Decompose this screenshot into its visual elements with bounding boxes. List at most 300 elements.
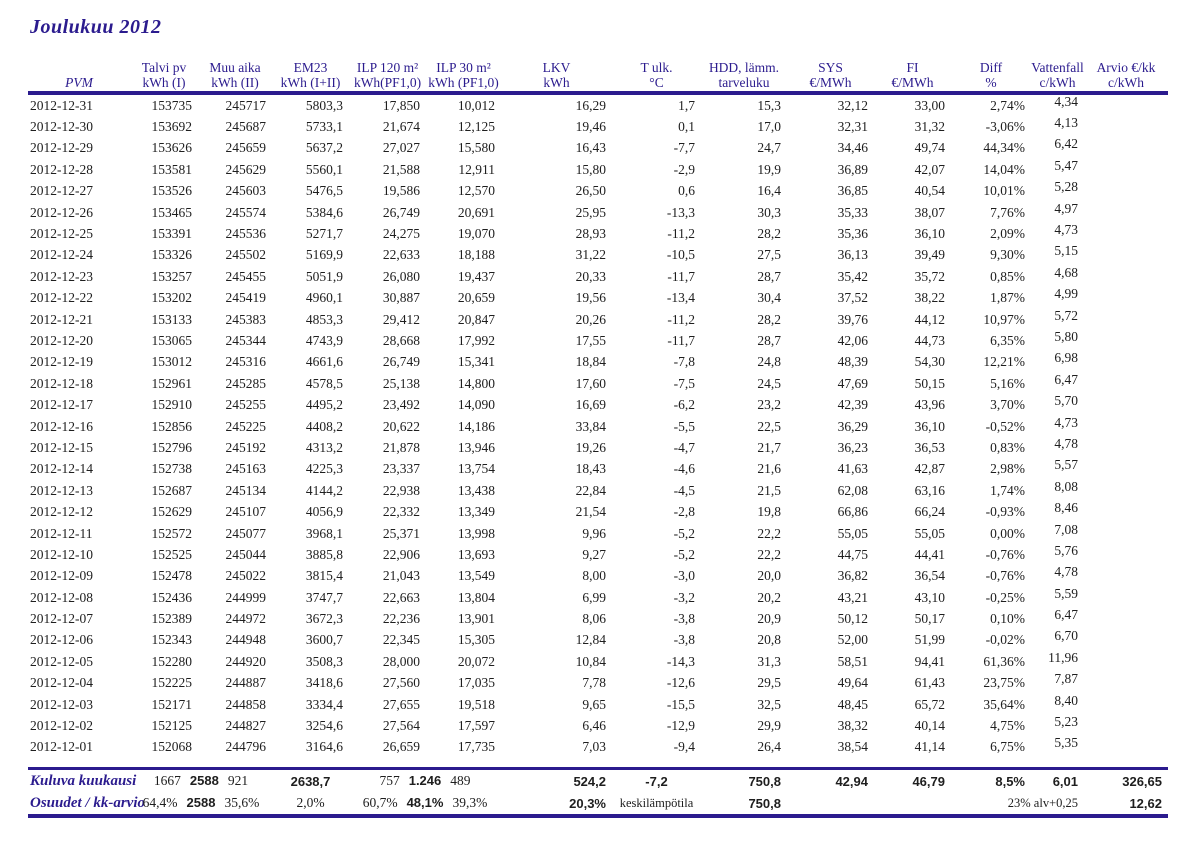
cell-ilp120: 28,668: [382, 332, 420, 348]
cell-diff: 2,74%: [990, 97, 1025, 113]
table-body: [28, 93, 1168, 769]
cell-vattenfall: 4,73: [1054, 222, 1078, 238]
cell-diff: 2,09%: [990, 226, 1025, 242]
cell-tulk: -15,5: [666, 696, 695, 712]
table-row: [28, 715, 1168, 736]
cell-ilp30: 13,754: [457, 461, 495, 477]
cell-pvm: 2012-12-08: [30, 589, 93, 605]
cell-fi: 50,15: [914, 375, 945, 391]
cell-muu: 245659: [225, 140, 266, 156]
col-header-vattenfall: Vattenfall c/kWh: [1031, 54, 1084, 93]
cell-pvm: 2012-12-09: [30, 568, 93, 584]
cell-ilp120: 25,138: [382, 375, 420, 391]
cell-diff: 4,75%: [990, 718, 1025, 734]
cell-hdd: 23,2: [757, 397, 781, 413]
table-header: [28, 54, 1168, 93]
cell-ilp30: 20,072: [457, 653, 495, 669]
cell-ilp30: 17,735: [457, 739, 495, 755]
cell-arvio: [1084, 437, 1168, 458]
cell-ilp30: 12,570: [457, 183, 495, 199]
cell-pvm: 2012-12-17: [30, 397, 93, 413]
cell-muu: 245255: [225, 397, 266, 413]
cell-hdd: 24,8: [757, 354, 781, 370]
cell-tulk: -7,7: [673, 140, 695, 156]
cell-hdd: 20,0: [757, 568, 781, 584]
cell-ilp120: 27,655: [382, 696, 420, 712]
cell-em23: 4743,9: [305, 332, 343, 348]
cell-muu: 245383: [225, 311, 266, 327]
cell-hdd: 31,3: [757, 653, 781, 669]
cell-lkv: 31,22: [575, 247, 606, 263]
cell-ilp30: 10,012: [457, 97, 495, 113]
cell-vattenfall: 4,97: [1054, 200, 1078, 216]
cell-sys: 50,12: [837, 611, 868, 627]
footer-cell-empty: [874, 792, 951, 816]
cell-pvm: 2012-12-07: [30, 611, 93, 627]
cell-sys: 42,39: [837, 397, 868, 413]
cell-arvio: [1084, 266, 1168, 287]
cell-hdd: 17,0: [757, 119, 781, 135]
cell-vattenfall: 6,47: [1054, 371, 1078, 387]
cell-ilp30: 13,438: [457, 482, 495, 498]
cell-pvm: 2012-12-21: [30, 311, 93, 327]
cell-ilp120: 22,236: [382, 611, 420, 627]
col-header-talvi: Talvi pv kWh (I): [130, 54, 198, 93]
cell-talvi: 153735: [151, 97, 192, 113]
cell-ilp30: 14,186: [457, 418, 495, 434]
cell-em23: 4144,2: [305, 482, 343, 498]
table-row: [28, 373, 1168, 394]
cell-lkv: 6,46: [582, 718, 606, 734]
footer-cell-lkv-share: 20,3%: [501, 792, 612, 816]
cell-muu: 245687: [225, 119, 266, 135]
cell-diff: 1,87%: [990, 290, 1025, 306]
table-row: [28, 651, 1168, 672]
cell-arvio: [1084, 309, 1168, 330]
cell-vattenfall: 11,96: [1048, 649, 1078, 665]
cell-lkv: 17,60: [575, 375, 606, 391]
cell-lkv: 33,84: [575, 418, 606, 434]
cell-ilp120: 22,345: [382, 632, 420, 648]
cell-muu: 245536: [225, 226, 266, 242]
cell-sys: 48,39: [837, 354, 868, 370]
cell-arvio: [1084, 416, 1168, 437]
cell-em23: 4408,2: [305, 418, 343, 434]
cell-diff: 0,83%: [990, 439, 1025, 455]
cell-vattenfall: 6,47: [1054, 607, 1078, 623]
cell-em23: 3418,6: [305, 675, 343, 691]
cell-muu: 245717: [225, 97, 266, 113]
cell-ilp30: 13,946: [457, 439, 495, 455]
cell-pvm: 2012-12-23: [30, 268, 93, 284]
cell-tulk: -7,5: [673, 375, 695, 391]
cell-pvm: 2012-12-13: [30, 482, 93, 498]
cell-ilp30: 13,549: [457, 568, 495, 584]
cell-tulk: -10,5: [666, 247, 695, 263]
page-title: Joulukuu 2012: [30, 16, 162, 38]
cell-arvio: [1084, 352, 1168, 373]
cell-tulk: -11,7: [667, 268, 695, 284]
cell-hdd: 19,8: [757, 504, 781, 520]
cell-arvio: [1084, 394, 1168, 415]
cell-tulk: -4,7: [673, 439, 695, 455]
footer-cell-fi: 46,79: [874, 769, 951, 793]
cell-sys: 62,08: [837, 482, 868, 498]
cell-fi: 50,17: [914, 611, 945, 627]
cell-pvm: 2012-12-25: [30, 226, 93, 242]
col-header-muu: Muu aika kWh (II): [198, 54, 272, 93]
cell-pvm: 2012-12-27: [30, 183, 93, 199]
cell-muu: 245629: [225, 161, 266, 177]
cell-pvm: 2012-12-12: [30, 504, 93, 520]
cell-ilp30: 13,349: [457, 504, 495, 520]
cell-talvi: 152796: [151, 439, 192, 455]
footer-cell-lkv: 524,2: [501, 769, 612, 793]
table-row: [28, 352, 1168, 373]
cell-vattenfall: 5,28: [1054, 179, 1078, 195]
cell-hdd: 28,2: [757, 226, 781, 242]
cell-hdd: 29,5: [757, 675, 781, 691]
cell-tulk: -4,6: [673, 461, 695, 477]
cell-arvio: [1084, 694, 1168, 715]
cell-ilp120: 22,663: [382, 589, 420, 605]
cell-ilp120: 22,332: [382, 504, 420, 520]
cell-sys: 58,51: [837, 653, 868, 669]
cell-ilp30: 15,305: [457, 632, 495, 648]
cell-hdd: 22,2: [757, 525, 781, 541]
cell-vattenfall: 8,40: [1054, 692, 1078, 708]
cell-muu: 245022: [225, 568, 266, 584]
cell-ilp120: 27,560: [382, 675, 420, 691]
footer-row-shares: [28, 792, 1168, 816]
cell-arvio: [1084, 93, 1168, 116]
cell-diff: -0,25%: [985, 589, 1025, 605]
cell-pvm: 2012-12-26: [30, 204, 93, 220]
cell-hdd: 27,5: [757, 247, 781, 263]
footer-cell-empty: [787, 792, 874, 816]
cell-vattenfall: 6,42: [1054, 136, 1078, 152]
cell-ilp30: 15,341: [457, 354, 495, 370]
cell-tulk: -12,9: [666, 718, 695, 734]
cell-vattenfall: 8,08: [1054, 478, 1078, 494]
cell-sys: 38,54: [837, 739, 868, 755]
cell-hdd: 19,9: [757, 161, 781, 177]
cell-muu: 244858: [225, 696, 266, 712]
cell-vattenfall: 8,46: [1054, 500, 1078, 516]
cell-pvm: 2012-12-04: [30, 675, 93, 691]
cell-muu: 244948: [225, 632, 266, 648]
cell-sys: 48,45: [837, 696, 868, 712]
table-row: [28, 245, 1168, 266]
footer-cell-mean-temp-label: keskilämpötila: [612, 792, 701, 816]
cell-diff: 7,76%: [990, 204, 1025, 220]
cell-ilp30: 17,992: [457, 332, 495, 348]
cell-ilp120: 26,749: [382, 354, 420, 370]
cell-tulk: 0,1: [678, 119, 695, 135]
cell-em23: 4661,6: [305, 354, 343, 370]
cell-ilp120: 27,564: [382, 718, 420, 734]
cell-pvm: 2012-12-14: [30, 461, 93, 477]
cell-pvm: 2012-12-02: [30, 718, 93, 734]
cell-arvio: [1084, 459, 1168, 480]
cell-ilp30: 19,437: [457, 268, 495, 284]
cell-fi: 65,72: [914, 696, 945, 712]
col-header-hdd: HDD, lämm. tarveluku: [701, 54, 787, 93]
cell-fi: 40,54: [914, 183, 945, 199]
table-row: [28, 202, 1168, 223]
cell-arvio: [1084, 608, 1168, 629]
cell-arvio: [1084, 116, 1168, 137]
cell-ilp120: 21,588: [382, 161, 420, 177]
cell-lkv: 21,54: [575, 504, 606, 520]
cell-diff: 10,01%: [983, 183, 1025, 199]
cell-em23: 4853,3: [305, 311, 343, 327]
cell-hdd: 28,2: [757, 311, 781, 327]
cell-sys: 34,46: [837, 140, 868, 156]
cell-vattenfall: 5,72: [1054, 307, 1078, 323]
cell-muu: 245285: [225, 375, 266, 391]
cell-arvio: [1084, 288, 1168, 309]
cell-hdd: 21,5: [757, 482, 781, 498]
cell-em23: 3747,7: [305, 589, 343, 605]
cell-muu: 244920: [225, 653, 266, 669]
cell-vattenfall: 5,70: [1054, 393, 1078, 409]
cell-em23: 5051,9: [305, 268, 343, 284]
cell-sys: 36,23: [837, 439, 868, 455]
cell-vattenfall: 6,98: [1054, 350, 1078, 366]
cell-arvio: [1084, 181, 1168, 202]
cell-tulk: 1,7: [678, 97, 695, 113]
cell-pvm: 2012-12-05: [30, 653, 93, 669]
cell-arvio: [1084, 587, 1168, 608]
cell-em23: 4056,9: [305, 504, 343, 520]
cell-muu: 245344: [225, 332, 266, 348]
cell-arvio: [1084, 330, 1168, 351]
cell-fi: 41,14: [914, 739, 945, 755]
cell-ilp30: 20,659: [457, 290, 495, 306]
cell-sys: 43,21: [837, 589, 868, 605]
cell-lkv: 12,84: [575, 632, 606, 648]
table-row: [28, 587, 1168, 608]
cell-ilp30: 20,847: [457, 311, 495, 327]
cell-diff: 6,35%: [990, 332, 1025, 348]
cell-vattenfall: 4,68: [1054, 264, 1078, 280]
footer-cell-diff: 8,5%: [951, 769, 1031, 793]
cell-talvi: 152910: [151, 397, 192, 413]
cell-talvi: 152125: [151, 718, 192, 734]
cell-sys: 36,29: [837, 418, 868, 434]
cell-em23: 3254,6: [305, 718, 343, 734]
table-row: [28, 138, 1168, 159]
cell-muu: 245316: [225, 354, 266, 370]
cell-em23: 3334,4: [305, 696, 343, 712]
cell-talvi: 152068: [151, 739, 192, 755]
cell-vattenfall: 5,59: [1054, 585, 1078, 601]
cell-tulk: -11,2: [667, 311, 695, 327]
cell-vattenfall: 4,99: [1054, 286, 1078, 302]
cell-arvio: [1084, 523, 1168, 544]
cell-sys: 35,36: [837, 226, 868, 242]
cell-em23: 5384,6: [305, 204, 343, 220]
cell-lkv: 18,43: [575, 461, 606, 477]
table-row: [28, 566, 1168, 587]
col-header-diff: Diff %: [951, 54, 1031, 93]
cell-lkv: 16,29: [575, 97, 606, 113]
cell-vattenfall: 7,87: [1054, 671, 1078, 687]
cell-sys: 32,31: [837, 119, 868, 135]
cell-em23: 4313,2: [305, 439, 343, 455]
table-row: [28, 93, 1168, 116]
cell-vattenfall: 6,70: [1054, 628, 1078, 644]
cell-diff: 0,00%: [990, 525, 1025, 541]
cell-tulk: -3,2: [673, 589, 695, 605]
cell-ilp120: 21,043: [382, 568, 420, 584]
cell-lkv: 8,06: [582, 611, 606, 627]
cell-lkv: 19,26: [575, 439, 606, 455]
cell-arvio: [1084, 715, 1168, 736]
cell-talvi: 153065: [151, 332, 192, 348]
table-row: [28, 608, 1168, 629]
col-header-em23: EM23 kWh (I+II): [272, 54, 349, 93]
col-header-lkv: LKV kWh: [501, 54, 612, 93]
cell-sys: 49,64: [837, 675, 868, 691]
cell-em23: 5169,9: [305, 247, 343, 263]
cell-vattenfall: 4,78: [1054, 435, 1078, 451]
cell-sys: 36,85: [837, 183, 868, 199]
cell-pvm: 2012-12-06: [30, 632, 93, 648]
cell-fi: 38,22: [914, 290, 945, 306]
cell-hdd: 32,5: [757, 696, 781, 712]
footer-label-current-month: Kuluva kuukausi: [28, 769, 130, 793]
cell-fi: 66,24: [914, 504, 945, 520]
cell-sys: 38,32: [837, 718, 868, 734]
cell-muu: 245192: [225, 439, 266, 455]
cell-hdd: 30,4: [757, 290, 781, 306]
cell-lkv: 19,46: [575, 119, 606, 135]
cell-vattenfall: 5,47: [1054, 157, 1078, 173]
cell-arvio: [1084, 651, 1168, 672]
cell-pvm: 2012-12-01: [30, 739, 93, 755]
cell-em23: 5803,3: [305, 97, 343, 113]
cell-diff: 5,16%: [990, 375, 1025, 391]
cell-talvi: 153526: [151, 183, 192, 199]
cell-ilp30: 15,580: [457, 140, 495, 156]
cell-pvm: 2012-12-28: [30, 161, 93, 177]
cell-em23: 4225,3: [305, 461, 343, 477]
table-row: [28, 266, 1168, 287]
col-header-ilp120: ILP 120 m² kWh(PF1,0): [349, 54, 426, 93]
cell-em23: 3600,7: [305, 632, 343, 648]
cell-talvi: 153626: [151, 140, 192, 156]
cell-sys: 37,52: [837, 290, 868, 306]
footer-row-current-month: [28, 769, 1168, 793]
cell-diff: -0,02%: [985, 632, 1025, 648]
cell-fi: 38,07: [914, 204, 945, 220]
cell-pvm: 2012-12-16: [30, 418, 93, 434]
col-header-fi: FI €/MWh: [874, 54, 951, 93]
cell-tulk: -11,7: [667, 332, 695, 348]
footer-cell-em23-share: 2,0%: [272, 792, 349, 816]
cell-vattenfall: 4,34: [1054, 93, 1078, 109]
cell-diff: 9,30%: [990, 247, 1025, 263]
cell-ilp30: 13,804: [457, 589, 495, 605]
cell-fi: 49,74: [914, 140, 945, 156]
cell-hdd: 21,7: [757, 439, 781, 455]
cell-diff: -0,76%: [985, 568, 1025, 584]
cell-diff: -0,93%: [985, 504, 1025, 520]
cell-fi: 61,43: [914, 675, 945, 691]
cell-arvio: [1084, 480, 1168, 501]
cell-lkv: 16,43: [575, 140, 606, 156]
cell-em23: 3968,1: [305, 525, 343, 541]
cell-em23: 3885,8: [305, 546, 343, 562]
cell-muu: 245574: [225, 204, 266, 220]
cell-pvm: 2012-12-20: [30, 332, 93, 348]
cell-hdd: 24,7: [757, 140, 781, 156]
cell-hdd: 20,8: [757, 632, 781, 648]
table-footer: [28, 769, 1168, 817]
cell-fi: 44,12: [914, 311, 945, 327]
cell-talvi: 153581: [151, 161, 192, 177]
cell-ilp30: 14,800: [457, 375, 495, 391]
cell-diff: 44,34%: [983, 140, 1025, 156]
cell-vattenfall: 4,13: [1054, 115, 1078, 131]
cell-tulk: -13,4: [666, 290, 695, 306]
header-row: [28, 54, 1168, 93]
cell-ilp120: 27,027: [382, 140, 420, 156]
cell-muu: 244999: [225, 589, 266, 605]
cell-talvi: 152572: [151, 525, 192, 541]
cell-hdd: 26,4: [757, 739, 781, 755]
cell-pvm: 2012-12-29: [30, 140, 93, 156]
cell-fi: 43,10: [914, 589, 945, 605]
table-row: [28, 480, 1168, 501]
cell-fi: 40,14: [914, 718, 945, 734]
cell-muu: 245455: [225, 268, 266, 284]
table-row: [28, 394, 1168, 415]
cell-talvi: 153202: [151, 290, 192, 306]
cell-ilp30: 14,090: [457, 397, 495, 413]
cell-ilp120: 19,586: [382, 183, 420, 199]
energy-report-table: [28, 54, 1168, 818]
cell-arvio: [1084, 544, 1168, 565]
col-header-tulk: T ulk. °C: [612, 54, 701, 93]
cell-pvm: 2012-12-24: [30, 247, 93, 263]
cell-ilp120: 26,659: [382, 739, 420, 755]
cell-tulk: -13,3: [666, 204, 695, 220]
cell-em23: 3815,4: [305, 568, 343, 584]
cell-hdd: 22,5: [757, 418, 781, 434]
cell-pvm: 2012-12-18: [30, 375, 93, 391]
cell-vattenfall: 5,57: [1054, 457, 1078, 473]
cell-lkv: 9,27: [582, 546, 606, 562]
cell-muu: 245163: [225, 461, 266, 477]
cell-pvm: 2012-12-31: [30, 97, 93, 113]
cell-lkv: 7,78: [582, 675, 606, 691]
cell-muu: 245077: [225, 525, 266, 541]
cell-fi: 36,53: [914, 439, 945, 455]
table-row: [28, 694, 1168, 715]
cell-diff: -0,76%: [985, 546, 1025, 562]
cell-fi: 42,07: [914, 161, 945, 177]
cell-fi: 31,32: [914, 119, 945, 135]
cell-hdd: 16,4: [757, 183, 781, 199]
cell-sys: 55,05: [837, 525, 868, 541]
cell-ilp30: 17,035: [457, 675, 495, 691]
cell-tulk: -4,5: [673, 482, 695, 498]
cell-em23: 4495,2: [305, 397, 343, 413]
cell-hdd: 29,9: [757, 718, 781, 734]
